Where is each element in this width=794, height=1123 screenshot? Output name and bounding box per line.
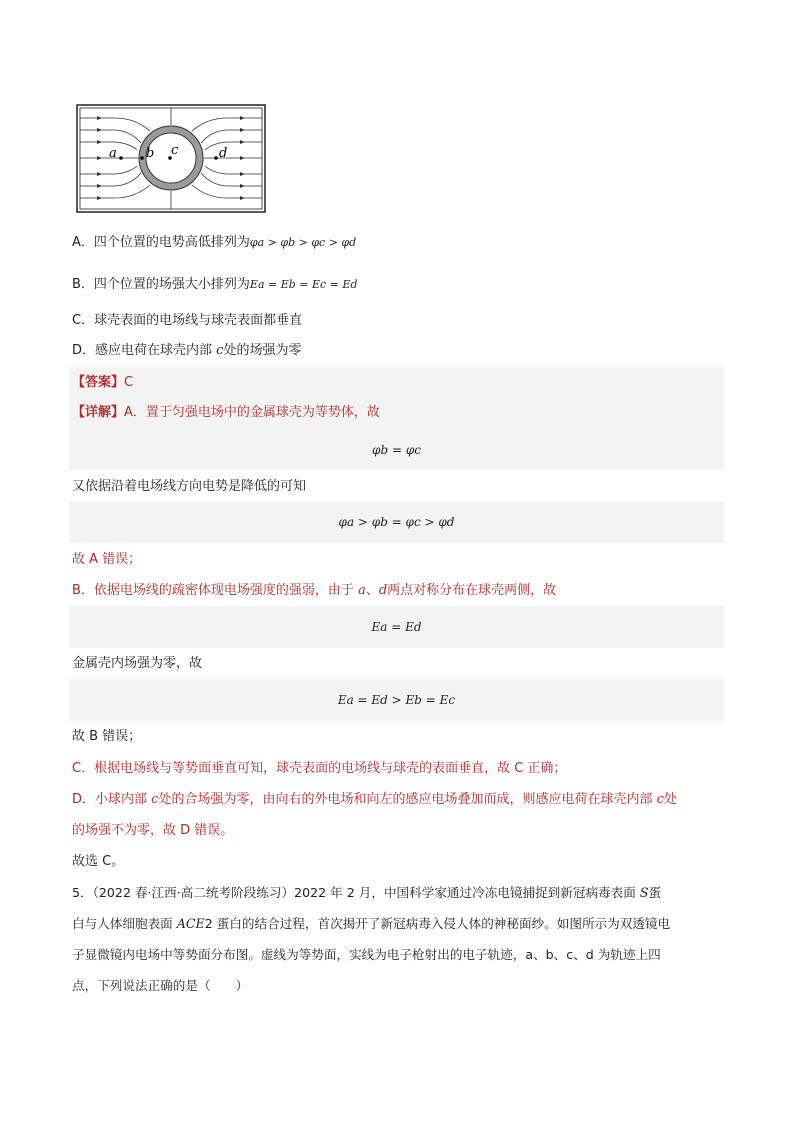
detail-line-2: 又依据沿着电场线方向电势是降低的可知 [72,479,307,494]
question5-line-2: 白与人体细胞表面 ACE2 蛋白的结合过程，首次揭开了新冠病毒入侵人体的神秘面纱。如图所示为双透镜电 [72,916,671,931]
question5-line-1: 5．（2022 春·江西·高二统考阶段练习）2022 年 2 月，中国科学家通过冷冻电镜捕捉到新冠病毒表面 S蛋 [72,885,662,900]
formula-1: φb = φc [372,443,421,457]
detail-line-4: B．依据电场线的疏密体现电场强度的强弱，由于 a、d两点对称分布在球壳两侧，故 [72,583,557,598]
detail-line-3: 故 A 错误； [72,552,142,567]
detail-line-6: 故 B 错误； [72,729,142,744]
detail-tag: 【详解】 [72,405,125,420]
label-a: a [109,146,117,161]
detail-line-1: 【详解】A．置于匀强电场中的金属球壳为等势体，故 [72,405,380,420]
answer-line [72,374,133,392]
option-b-formula: Ea = Eb = Ec = Ed [249,278,358,291]
detail-line-5: 金属壳内场强为零，故 [72,656,203,671]
option-c: C．球壳表面的电场线与球壳表面都垂直 [72,313,303,328]
formula-3: Ea = Ed [371,620,422,634]
answer-tag: 【答案】 [72,375,125,390]
question5-line-4: 点，下列说法正确的是（ ） [72,978,249,993]
formula-4: Ea = Ed > Eb = Ec [337,693,456,707]
detail-line-10: 故选 C。 [72,854,125,869]
formula-2: φa > φb = φc > φd [338,515,455,529]
label-b: b [146,146,155,161]
label-c: c [171,143,179,158]
label-d: d [219,146,228,161]
option-a: A．四个位置的电势高低排列为φa > φb > φc > φd [72,235,357,250]
detail-line-9: 的场强不为零，故 D 错误。 [72,823,234,838]
option-b: B．四个位置的场强大小排列为Ea = Eb = Ec = Ed [72,277,358,292]
question5-line-3: 子显微镜内电场中等势面分布图。虚线为等势面，实线为电子枪射出的电子轨迹，a、b、c、d 为轨迹上四 [72,947,661,962]
option-d: D．感应电荷在球壳内部 c处的场强为零 [72,343,302,358]
detail-line-8: D．小球内部 c处的合场强为零，由向右的外电场和向左的感应电场叠加而成，则感应电荷在球壳内部 c处 [72,792,677,807]
field-diagram [75,103,267,214]
detail-line-7: C．根据电场线与等势面垂直可知，球壳表面的电场线与球壳的表面垂直，故 C 正确； [72,761,567,776]
answer-value: C [124,375,134,390]
option-a-formula: φa > φb > φc > φd [249,236,357,249]
